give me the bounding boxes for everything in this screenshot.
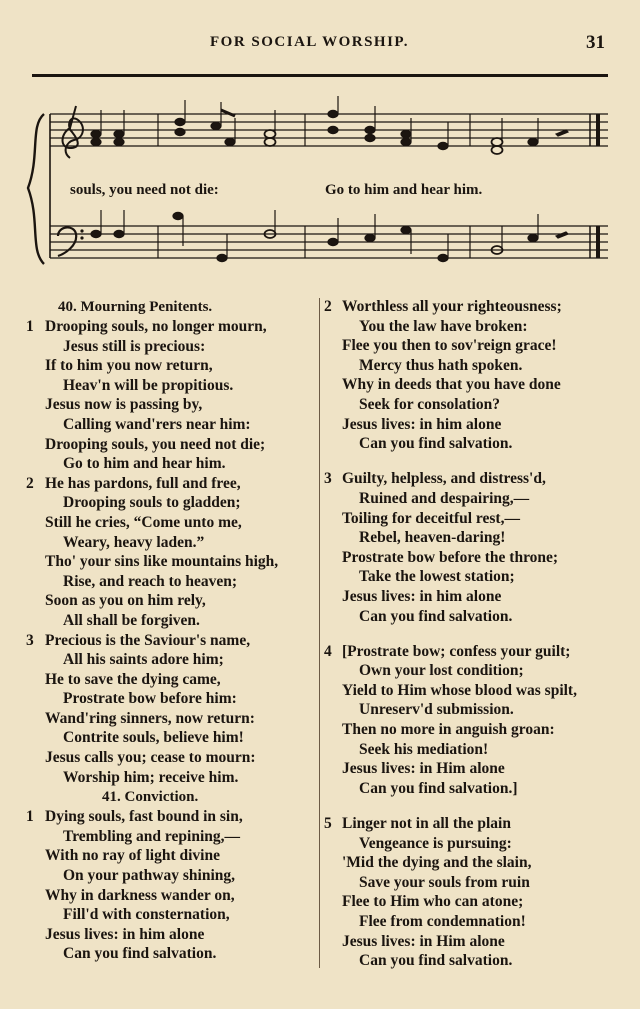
verse-text: Drooping souls, you need not die; [45, 435, 266, 453]
verse-text: Jesus lives: in Him alone [342, 932, 505, 950]
verse-text: Prostrate bow before him: [63, 690, 237, 708]
verse-text: Seek his mediation! [359, 740, 489, 758]
verse-line [324, 661, 620, 681]
verse-line [26, 337, 318, 357]
hymn-title: 41. Conviction. [102, 789, 199, 806]
music-score [0, 96, 640, 286]
verse-line [26, 886, 318, 906]
header-rule [32, 74, 608, 77]
verse-line [26, 768, 318, 788]
verse-text: Can you find salvation. [63, 945, 217, 963]
verse-text: All his saints adore him; [63, 651, 224, 669]
verse-line [324, 548, 620, 568]
verse-line [324, 932, 620, 952]
verse-line [26, 670, 318, 690]
stanza-number: 2 [26, 474, 34, 492]
verse-text: Worthless all your righteousness; [342, 298, 562, 315]
hymn-title: 40. Mourning Penitents. [58, 299, 213, 315]
verse-text: With no ray of light divine [45, 847, 220, 865]
lyric-line-1: souls, you need not die: [70, 182, 219, 198]
verse-line [26, 748, 318, 768]
verse-line [26, 631, 318, 651]
verse-text: Drooping souls, no longer mourn, [45, 318, 267, 335]
running-head [0, 34, 640, 54]
verse-text: Can you find salvation. [359, 952, 513, 970]
verse-line [324, 434, 620, 454]
right-column [324, 297, 620, 971]
verse-line [26, 415, 318, 435]
verse-text: Then no more in anguish groan: [342, 721, 555, 739]
verse-line [324, 489, 620, 509]
verse-line [26, 454, 318, 474]
verse-line [324, 317, 620, 337]
page-number: 31 [586, 32, 605, 53]
verse-text: Seek for consolation? [359, 395, 500, 413]
verse-line [26, 356, 318, 376]
verse-line [324, 912, 620, 932]
verse-line [324, 681, 620, 701]
verse-line [324, 567, 620, 587]
verse-text: Why in deeds that you have done [342, 376, 561, 394]
verse-line [26, 552, 318, 572]
verse-text: You the law have broken: [359, 317, 528, 335]
verse-text: Flee to Him who can atone; [342, 893, 524, 911]
verse-line [26, 395, 318, 415]
verse-text: Jesus lives: in him alone [342, 415, 502, 433]
stanza-number: 3 [26, 631, 34, 649]
verse-text: Dying souls, fast bound in sin, [45, 808, 243, 826]
verse-text: Fill'd with consternation, [63, 906, 230, 924]
verse-line [26, 513, 318, 533]
verse-text: Rebel, heaven-daring! [359, 529, 506, 547]
left-column [26, 297, 318, 964]
verse-text: Rise, and reach to heaven; [63, 572, 238, 590]
verse-text: Mercy thus hath spoken. [359, 356, 523, 374]
verse-line [26, 709, 318, 729]
verse-text: Jesus lives: in Him alone [342, 760, 505, 778]
verse-text: Take the lowest station; [359, 568, 515, 586]
verse-line [324, 720, 620, 740]
stanza-number: 5 [324, 815, 332, 833]
verse-line [324, 892, 620, 912]
verse-text: If to him you now return, [45, 357, 213, 375]
verse-line [26, 650, 318, 670]
verse-line [324, 607, 620, 627]
verse-line [26, 728, 318, 748]
stanza-number: 1 [26, 318, 34, 335]
verse-text: Jesus now is passing by, [45, 396, 203, 414]
verse-text: Heav'n will be propitious. [63, 376, 234, 394]
verse-text: Linger not in all the plain [342, 815, 511, 833]
verse-line [324, 642, 620, 662]
verse-line [26, 827, 318, 847]
verse-text: He has pardons, full and free, [45, 474, 241, 492]
verse-text: Own your lost condition; [359, 662, 524, 680]
verse-text: Calling wand'rers near him: [63, 415, 251, 433]
verse-text: Can you find salvation. [359, 435, 513, 453]
verse-line [26, 689, 318, 709]
verse-line [324, 375, 620, 395]
verse-line [26, 944, 318, 964]
stanza-number: 4 [324, 642, 332, 660]
verse-text: Jesus lives: in him alone [45, 925, 205, 943]
verse-text: Worship him; receive him. [63, 768, 239, 786]
verse-text: Ruined and despairing,— [359, 489, 530, 507]
verse-line [26, 572, 318, 592]
verse-text: Can you find salvation. [359, 607, 513, 625]
verse-line [26, 474, 318, 494]
verse-line [324, 853, 620, 873]
verse-text: Unreserv'd submission. [359, 701, 514, 719]
stanza-number: 3 [324, 470, 332, 488]
stanza-gap [324, 454, 620, 470]
verse-text: Contrite souls, believe him! [63, 729, 244, 747]
verse-text: Prostrate bow before the throne; [342, 548, 559, 566]
verse-line [26, 317, 318, 337]
verse-line [26, 866, 318, 886]
verse-line [324, 509, 620, 529]
stanza-number: 1 [26, 808, 34, 826]
stanza-number: 2 [324, 298, 332, 315]
verse-line [324, 873, 620, 893]
stanza-gap [324, 626, 620, 642]
verse-line [26, 493, 318, 513]
verse-line [26, 376, 318, 396]
verse-line [26, 435, 318, 455]
verse-text: Still he cries, “Come unto me, [45, 513, 242, 531]
verse-line [324, 587, 620, 607]
verse-line [26, 807, 318, 827]
verse-line [324, 740, 620, 760]
verse-line [324, 297, 620, 317]
verse-line [324, 814, 620, 834]
verse-text: Wand'ring sinners, now return: [45, 709, 255, 727]
verse-text: Toiling for deceitful rest,— [342, 509, 520, 527]
verse-text: Why in darkness wander on, [45, 886, 235, 904]
verse-line [324, 951, 620, 971]
verse-text: Jesus lives: in him alone [342, 587, 502, 605]
verse-text: Tho' your sins like mountains high, [45, 553, 279, 571]
verse-line [26, 925, 318, 945]
verse-line [324, 356, 620, 376]
verse-text: Vengeance is pursuing: [359, 834, 512, 852]
verse-text: Jesus calls you; cease to mourn: [45, 749, 256, 767]
verse-text: Yield to Him whose blood was spilt, [342, 681, 577, 699]
verse-text: Precious is the Saviour's name, [45, 631, 251, 649]
verse-line [26, 611, 318, 631]
verse-line [324, 700, 620, 720]
verse-text: 'Mid the dying and the slain, [342, 854, 532, 872]
verse-text: On your pathway shining, [63, 867, 235, 885]
verse-text: He to save the dying came, [45, 670, 221, 688]
verse-line [324, 395, 620, 415]
verse-line [26, 905, 318, 925]
verse-text: Flee you then to sov'reign grace! [342, 337, 557, 355]
verse-line [324, 759, 620, 779]
verse-text: Save your souls from ruin [359, 873, 530, 891]
verse-text: All shall be forgiven. [63, 611, 200, 629]
verse-line [26, 846, 318, 866]
running-title: FOR SOCIAL WORSHIP. [210, 34, 409, 50]
column-divider [319, 298, 320, 968]
verse-line [324, 469, 620, 489]
verse-line [324, 779, 620, 799]
verse-text: Can you find salvation.] [359, 779, 518, 797]
verse-text: Flee from condemnation! [359, 913, 526, 930]
verse-text: Guilty, helpless, and distress'd, [342, 470, 546, 488]
verse-text: Jesus still is precious: [63, 337, 206, 355]
stanza-gap [324, 798, 620, 814]
verse-line [324, 834, 620, 854]
verse-line [324, 528, 620, 548]
verse-text: Go to him and hear him. [63, 455, 226, 473]
verse-line [26, 533, 318, 553]
verse-text: Trembling and repining,— [63, 827, 241, 845]
verse-text: Soon as you on him rely, [45, 592, 206, 610]
lyric-line-2: Go to him and hear him. [325, 182, 483, 198]
verse-text: Weary, heavy laden.” [63, 533, 205, 551]
verse-line [26, 591, 318, 611]
verse-line [324, 415, 620, 435]
verse-line [324, 336, 620, 356]
verse-text: Drooping souls to gladden; [63, 494, 241, 512]
verse-text: [Prostrate bow; confess your guilt; [342, 642, 571, 660]
